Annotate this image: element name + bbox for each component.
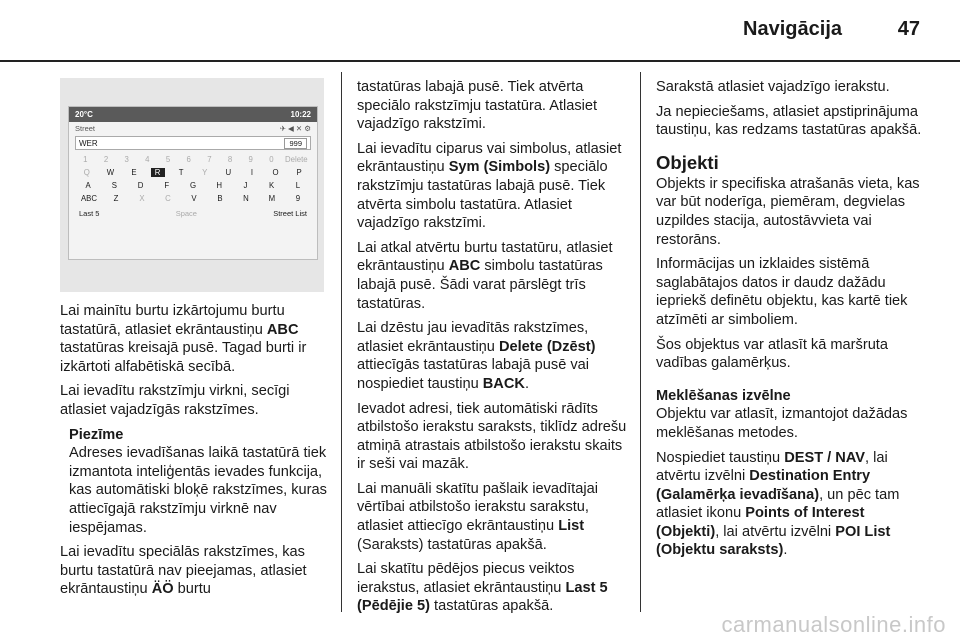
paragraph: Šos objektus var atlasīt kā maršruta vadības galamērķus.: [656, 336, 888, 372]
key: E: [131, 168, 137, 177]
key-row-numbers: [69, 151, 317, 164]
text: simbolu tastatūras labajā pusē. Šādi varat pārslēgt trīs tastatūras.: [357, 258, 603, 312]
key-row-q: [69, 164, 317, 177]
menu-label: POI List (Objektu saraksts): [656, 523, 891, 559]
paragraph: Ievadot adresi, tiek automātiski rādīts atbilstošo ierakstu saraksts, tiklīdz adrešu atmiņā atrastais atbilstošo ierakstu skaits ir seši vai mazāk.: [357, 400, 627, 473]
note-body: Adreses ievadīšanas laikā tastatūrā tiek izmantota inteliģentās ievades funkcija, kas automātiski bloķē rakstzīmes, kuras attiecīgajā rakstzīmju virknē nav iespējamas.: [69, 445, 327, 536]
paragraph: [357, 319, 629, 393]
key: U: [225, 168, 232, 177]
key: W: [106, 168, 115, 177]
key: 7: [207, 155, 212, 164]
paragraph: [357, 560, 629, 616]
key: 0: [269, 155, 274, 164]
key-label: List: [558, 518, 585, 535]
text: Lai mainītu burtu izkārtojumu burtu tastatūrā, atlasiet ekrāntaustiņu: [60, 303, 285, 338]
column-divider: [341, 72, 342, 612]
text: , lai atvērtu izvēlni: [656, 449, 888, 485]
text: Lai ievadītu ciparus vai simbolus, atlasiet ekrāntaustiņu: [357, 140, 622, 176]
key: K: [269, 181, 275, 190]
key-label: BACK: [482, 375, 525, 392]
paragraph: Objektu var atlasīt, izmantojot dažādas meklēšanas metodes.: [656, 406, 908, 441]
key: A: [85, 181, 91, 190]
text: (Saraksts) tastatūras apakšā.: [357, 536, 547, 553]
key: F: [164, 181, 170, 190]
header-rule: [0, 60, 960, 62]
paragraph: Objekts ir specifiska atrašanās vieta, kas var būt noderīga, piemēram, degvielas uzpildes stacija, autostāvvieta vai restorāns.: [656, 175, 920, 248]
paragraph: Ja nepieciešams, atlasiet apstiprinājuma taustiņu, kas redzams tastatūras apakšā.: [656, 103, 922, 139]
text: tastatūras kreisajā pusē. Tagad burti ir izkārtoti alfabētiskā secībā.: [60, 340, 307, 375]
section-heading: Objekti: [656, 151, 719, 173]
text: burtu: [173, 581, 211, 598]
icon-label: Points of Interest (Objekti): [656, 505, 865, 540]
clock: 10:22: [290, 110, 311, 119]
text: Nospiediet taustiņu: [656, 449, 785, 466]
key: N: [243, 194, 249, 203]
key: D: [137, 181, 144, 190]
key: L: [295, 181, 301, 190]
column-2: [357, 78, 629, 622]
text: .: [524, 375, 529, 392]
key-row-z: [69, 190, 317, 203]
key: G: [189, 181, 197, 190]
status-icons: ✈ ◀ ✕ ⚙: [279, 124, 311, 133]
key: T: [178, 168, 184, 177]
page-number: 47: [897, 18, 920, 40]
text: Lai skatītu pēdējos piecus veiktos ierakstus, atlasiet ekrāntaustiņu: [357, 561, 575, 596]
street-list-key: Street List: [273, 209, 307, 218]
screen-title-row: [69, 122, 317, 135]
text: Lai dzēstu jau ievadītās rakstzīmes, atlasiet ekrāntaustiņu: [357, 320, 589, 355]
subsection-heading: Meklēšanas izvēlne: [656, 387, 791, 404]
text: attiecīgās tastatūras labajā pusē vai nospiediet taustiņu: [357, 357, 590, 392]
street-input: [75, 136, 311, 150]
text: tastatūras apakšā.: [430, 598, 554, 615]
key-label: DEST / NAV: [784, 449, 866, 466]
key: I: [250, 168, 254, 177]
key: 9: [295, 194, 301, 203]
infotainment-screen: [68, 106, 318, 260]
key: 2: [103, 155, 109, 164]
key: 9: [248, 155, 253, 164]
column-1: [60, 302, 330, 605]
keyboard-footer: [69, 203, 317, 218]
key-label: Delete (Dzēst): [498, 338, 596, 355]
space-key: Space: [175, 209, 197, 218]
key: C: [165, 194, 171, 203]
key: H: [216, 181, 223, 190]
key: 4: [145, 155, 150, 164]
key: M: [268, 194, 276, 203]
temperature: 20°C: [75, 110, 93, 119]
key: V: [191, 194, 197, 203]
paragraph: [60, 543, 330, 599]
key: J: [243, 181, 248, 190]
paragraph: [357, 480, 629, 554]
key-abc: ABC: [80, 194, 98, 203]
key: 1: [83, 155, 88, 164]
key: B: [217, 194, 223, 203]
text: Lai ievadītu speciālās rakstzīmes, kas burtu tastatūrā nav pieejamas, atlasiet ekrāntaustiņu: [60, 544, 307, 598]
paragraph: tastatūras labajā pusē. Tiek atvērta speciālo rakstzīmju tastatūra. Atlasiet vajadzīgo rakstzīmi.: [357, 79, 598, 133]
key: 5: [165, 155, 171, 164]
key: 8: [227, 155, 233, 164]
key: P: [296, 168, 302, 177]
key: O: [272, 168, 279, 177]
key-row-a: [69, 177, 317, 190]
paragraph: [357, 239, 629, 313]
key-label: ABC: [448, 258, 481, 275]
match-count: 999: [284, 138, 307, 149]
column-3: [656, 78, 928, 566]
paragraph: [656, 449, 928, 561]
key: Y: [202, 168, 208, 177]
paragraph: Informācijas un izklaides sistēmā saglabātajos datos ir daudz dažādu iepriekš definētu objektu, kas kartē tiek atzīmēti ar simboliem.: [656, 256, 908, 328]
key-label: Last 5 (Pēdējie 5): [357, 579, 608, 615]
menu-label: Destination Entry (Galamērķa ievadīšana): [656, 468, 871, 503]
paragraph: [357, 140, 629, 233]
key-label: Sym (Simbols): [448, 159, 551, 176]
text: , lai atvērtu izvēlni: [715, 523, 836, 540]
key-delete: Delete: [285, 155, 308, 164]
paragraph: Sarakstā atlasiet vajadzīgo ierakstu.: [656, 79, 890, 95]
note: [69, 426, 330, 538]
key: S: [111, 181, 117, 190]
input-value: WER: [79, 138, 98, 148]
paragraph: Lai ievadītu rakstzīmju virkni, secīgi atlasiet vajadzīgās rakstzīmes.: [60, 383, 290, 418]
screen-title: Street: [75, 124, 96, 133]
status-bar: [69, 107, 317, 122]
text: Lai atkal atvērtu burtu tastatūru, atlasiet ekrāntaustiņu: [357, 239, 613, 275]
key: 3: [124, 155, 129, 164]
text: speciālo rakstzīmju tastatūras labajā pusē. Tiek atvērta simbolu tastatūra. Atlasiet vajadzīgo rakstzīmi.: [357, 159, 608, 232]
paragraph: [60, 302, 330, 376]
note-title: Piezīme: [69, 426, 124, 443]
text: Lai manuāli skatītu pašlaik ievadītajai vērtībai atbilstošo ierakstu sarakstu, atlasiet attiecīgo ekrāntaustiņu: [357, 480, 598, 535]
page-title: Navigācija: [743, 18, 842, 40]
key: Q: [83, 168, 90, 177]
column-divider: [640, 72, 641, 612]
text: , un pēc tam atlasiet ikonu: [656, 486, 900, 522]
key: X: [139, 194, 145, 203]
keyboard-screenshot-figure: [60, 78, 324, 292]
key-label: ÄÖ: [151, 581, 174, 598]
key: 6: [186, 155, 191, 164]
last5-key: Last 5: [79, 209, 100, 218]
text: .: [783, 542, 788, 559]
key: Z: [113, 194, 119, 203]
watermark: carmanualsonline.info: [721, 612, 946, 637]
key-label: ABC: [266, 321, 299, 338]
key-selected: R: [151, 168, 165, 177]
